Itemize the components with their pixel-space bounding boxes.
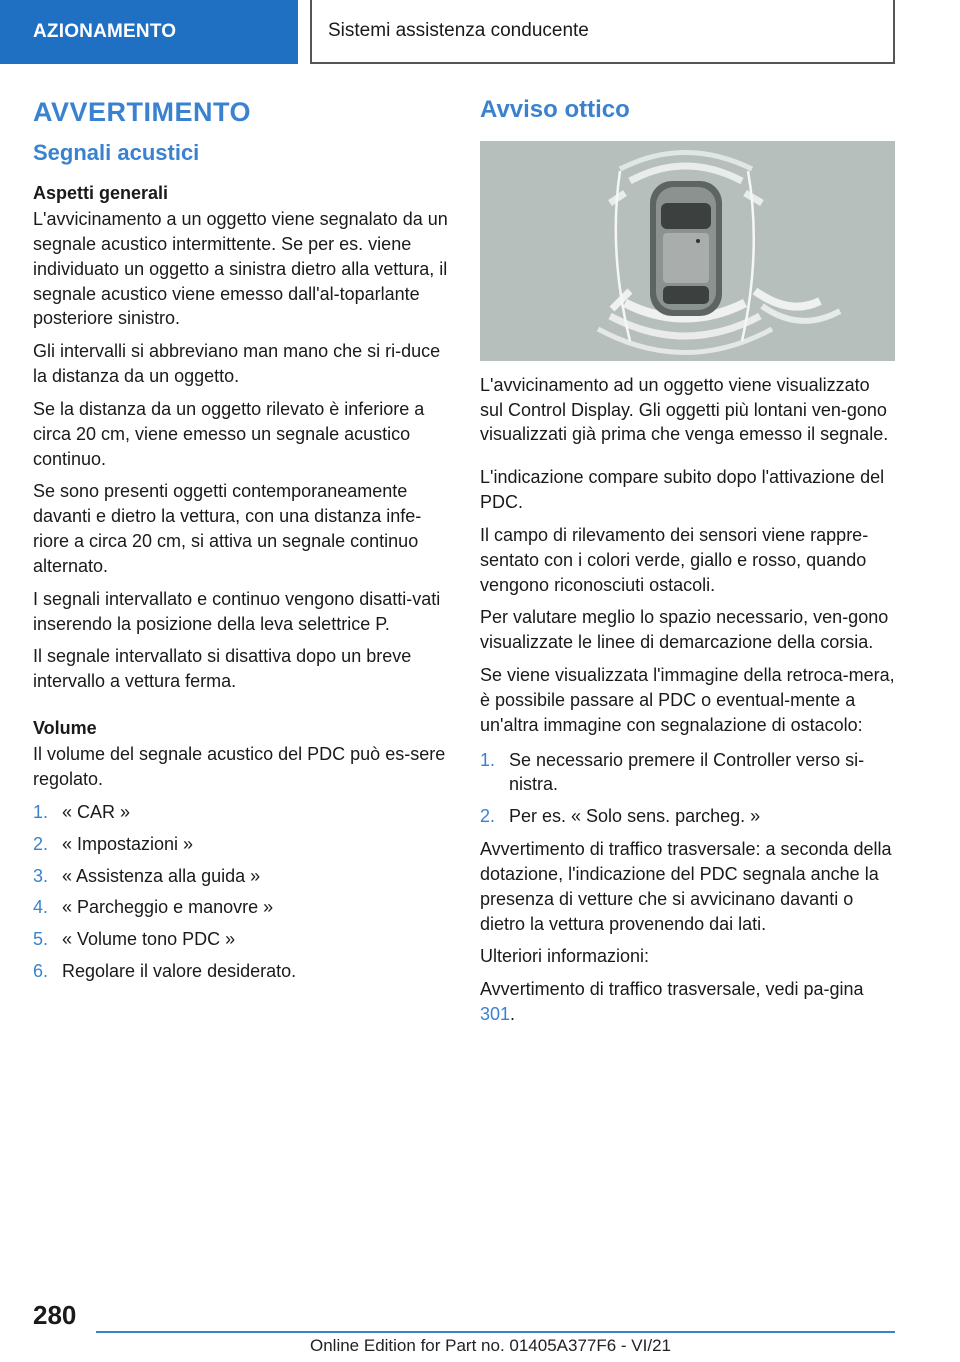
paragraph: Il segnale intervallato si disattiva dopo un breve intervallo a vettura ferma. <box>33 646 412 692</box>
step-number: 1. <box>33 801 49 822</box>
step-text: « Volume tono PDC » <box>62 929 236 950</box>
list-item <box>480 804 895 829</box>
list-item <box>33 864 448 889</box>
step-text: « Assistenza alla guida » <box>62 865 261 886</box>
paragraph: Se sono presenti oggetti contemporaneamente davanti e dietro la vettura, con una distanza infe-riore a circa 20 cm, si attiva un segnale continuo alternato. <box>33 481 422 576</box>
paragraph: Se viene visualizzata l'immagine della retroca-mera, è possibile passare al PDC o eventual-mente a un'altra immagine con segnalazione di ostacolo: <box>480 665 895 735</box>
step-number: 3. <box>33 865 49 886</box>
paragraph: I segnali intervallato e continuo vengono disatti-vati inserendo la posizione della leva selettrice P. <box>33 588 441 634</box>
step-number: 1. <box>480 749 496 770</box>
paragraph: L'avvicinamento a un oggetto viene segnalato da un segnale acustico intermittente. Se per es. viene individuato un oggetto a sinistra dietro alla vettura, il segnale acustico viene emesso dall'al-toparlante posteriore sinistro. <box>33 209 448 329</box>
page-number: 280 <box>33 1300 77 1330</box>
list-item <box>33 959 448 984</box>
acoustic-signals-heading: Segnali acustici <box>33 140 200 166</box>
paragraph: Per valutare meglio lo spazio necessario, ven-gono visualizzate le linee di demarcazione della corsia. <box>480 607 889 653</box>
step-number: 5. <box>33 929 49 950</box>
step-number: 2. <box>480 806 496 827</box>
header-section-tab <box>0 0 298 64</box>
paragraph: L'indicazione compare subito dopo l'attivazione del PDC. <box>480 467 885 513</box>
volume-heading: Volume <box>33 717 97 738</box>
left-column <box>33 96 448 992</box>
step-text: Per es. « Solo sens. parcheg. » <box>509 806 761 827</box>
pdc-display-illustration <box>480 141 895 361</box>
footer-edition: Online Edition for Part no. 01405A377F6 - VI/21 <box>310 1336 672 1355</box>
reference-end: . <box>510 1004 516 1025</box>
car-top-view <box>650 181 722 316</box>
page-link[interactable]: 301 <box>480 1004 511 1025</box>
header-chapter-box <box>310 0 895 64</box>
list-item <box>480 748 895 798</box>
list-item <box>33 927 448 952</box>
cross-reference <box>480 977 895 1027</box>
header-chapter-label: Sistemi assistenza conducente <box>328 20 589 41</box>
paragraph: Il campo di rilevamento dei sensori viene rappre-sentato con i colori verde, giallo e rosso, quando vengono riconosciuti ostacoli. <box>480 524 869 595</box>
general-aspects-heading: Aspetti generali <box>33 182 169 203</box>
right-column <box>480 96 895 1035</box>
paragraph: L'avvicinamento ad un oggetto viene visualizzato sul Control Display. Gli oggetti più lontani ven-gono visualizzati già prima che venga emesso il segnale. <box>480 374 889 445</box>
step-text: Regolare il valore desiderato. <box>62 961 297 982</box>
warning-title: AVVERTIMENTO <box>33 97 252 127</box>
list-item <box>33 800 448 825</box>
step-text: « Parcheggio e manovre » <box>62 897 274 918</box>
step-text: Se necessario premere il Controller verso si-nistra. <box>509 749 865 795</box>
paragraph: Avvertimento di traffico trasversale: a seconda della dotazione, l'indicazione del PDC segnala anche la presenza di vetture che si avvicinano davanti o dietro la vettura provenendo dai lati. <box>480 839 892 934</box>
list-item <box>33 895 448 920</box>
reference-text: Avvertimento di traffico trasversale, vedi pa-gina <box>480 979 864 1000</box>
volume-steps-list <box>33 800 448 984</box>
step-text: « Impostazioni » <box>62 833 194 854</box>
step-number: 2. <box>33 833 49 854</box>
paragraph: Se la distanza da un oggetto rilevato è inferiore a circa 20 cm, viene emesso un segnale acustico continuo. <box>33 398 425 469</box>
header-section-label: AZIONAMENTO <box>33 21 177 42</box>
footer-divider <box>96 1331 895 1333</box>
paragraph: Gli intervalli si abbreviano man mano che si ri-duce la distanza da un oggetto. <box>33 341 441 387</box>
volume-paragraph: Il volume del segnale acustico del PDC può es-sere regolato. <box>33 744 446 790</box>
step-number: 6. <box>33 961 49 982</box>
step-text: « CAR » <box>62 801 131 822</box>
list-item <box>33 832 448 857</box>
paragraph: Ulteriori informazioni: <box>480 946 650 967</box>
rearcam-steps-list <box>480 748 895 829</box>
step-number: 4. <box>33 897 49 918</box>
visual-warning-heading: Avviso ottico <box>480 96 630 123</box>
